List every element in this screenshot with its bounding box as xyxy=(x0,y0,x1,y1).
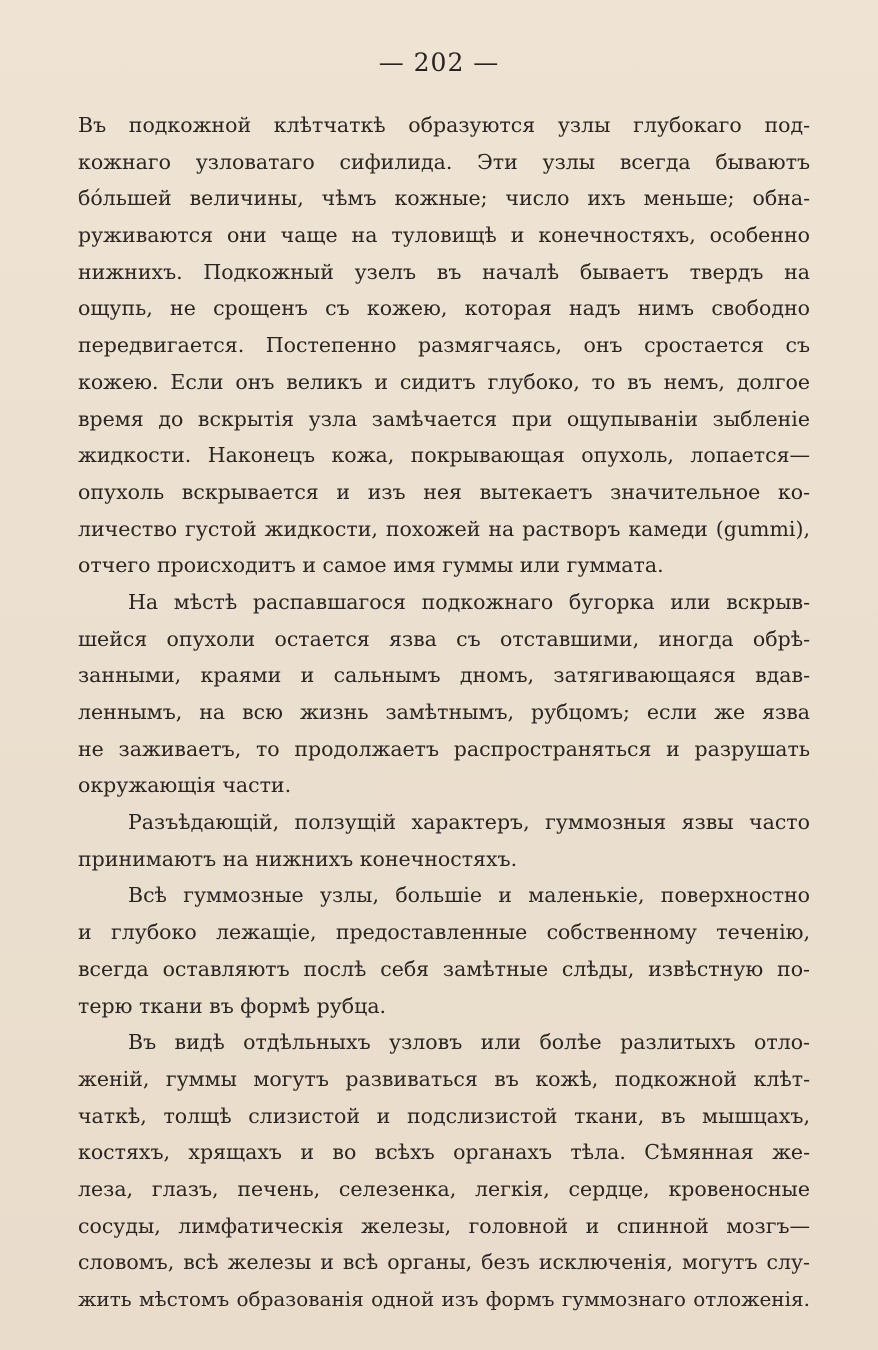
text-line: жидкости. Наконецъ кожа, покрывающая опухоль, лопается— xyxy=(78,443,810,468)
text-line: и глубоко лежащіе, предоставленные собственному теченію, xyxy=(78,920,810,945)
text-line: кожею. Если онъ великъ и сидитъ глубоко, то въ немъ, долгое xyxy=(78,369,810,394)
text-line: не заживаетъ, то продолжаетъ распространяться и разрушать xyxy=(78,736,810,761)
text-line: леза, глазъ, печень, селезенка, легкія, сердце, кровеносные xyxy=(78,1176,810,1201)
text-line: опухоль вскрывается и изъ нея вытекаетъ значительное ко- xyxy=(78,479,810,504)
text-line: окружающія части. xyxy=(78,773,292,798)
text-line: нижнихъ. Подкожный узелъ въ началѣ бываетъ твердъ на xyxy=(78,259,810,284)
text-line: Въ видѣ отдѣльныхъ узловъ или болѣе разлитыхъ отло- xyxy=(128,1030,810,1055)
text-line: руживаются они чаще на туловищѣ и конечностяхъ, особенно xyxy=(78,223,810,248)
text-line: бóльшей величины, чѣмъ кожные; число ихъ меньше; обна- xyxy=(78,186,810,211)
text-line: личество густой жидкости, похожей на растворъ камеди (gummi), xyxy=(78,516,810,541)
text-line: время до вскрытія узла замѣчается при ощупываніи зыбленіе xyxy=(78,406,810,431)
text-line: терю ткани въ формѣ рубца. xyxy=(78,993,387,1018)
text-line: отчего происходитъ и самое имя гуммы или гуммата. xyxy=(78,553,664,578)
text-line: Въ подкожной клѣтчаткѣ образуются узлы глубокаго под- xyxy=(78,113,810,137)
text-line: всегда оставляютъ послѣ себя замѣтные слѣды, извѣстную по- xyxy=(78,956,810,981)
text-line: Всѣ гуммозные узлы, большіе и маленькіе, поверхностно xyxy=(128,883,810,908)
text-line: шейся опухоли остается язва съ отставшими, иногда обрѣ- xyxy=(78,626,810,651)
text-line: занными, краями и сальнымъ дномъ, затягивающаяся вдав- xyxy=(78,663,810,688)
text-line: ощупь, не срощенъ съ кожею, которая надъ нимъ свободно xyxy=(78,296,810,321)
text-line: передвигается. Постепенно размягчаясь, онъ сростается съ xyxy=(78,333,810,358)
text-line: кожнаго узловатаго сифилида. Эти узлы всегда бываютъ xyxy=(78,149,810,174)
text-line: словомъ, всѣ железы и всѣ органы, безъ исключенія, могутъ слу- xyxy=(78,1250,810,1275)
text-line: чаткѣ, толщѣ слизистой и подслизистой ткани, въ мышцахъ, xyxy=(78,1103,810,1128)
text-line: костяхъ, хрящахъ и во всѣхъ органахъ тѣла. Сѣмянная же- xyxy=(78,1140,810,1165)
text-line: На мѣстѣ распавшагося подкожнаго бугорка или вскрыв- xyxy=(128,589,810,614)
body-text xyxy=(78,107,810,1318)
text-line: принимаютъ на нижнихъ конечностяхъ. xyxy=(78,846,518,871)
text-line: жить мѣстомъ образованія одной изъ формъ гуммознаго отложенія. xyxy=(78,1287,810,1311)
text-line: леннымъ, на всю жизнь замѣтнымъ, рубцомъ; если же язва xyxy=(78,700,810,724)
text-line: Разъѣдающій, ползущій характеръ, гуммозныя язвы часто xyxy=(128,810,810,835)
page-number: — 202 — xyxy=(378,48,500,77)
text-line: сосуды, лимфатическія железы, головной и спинной мозгъ— xyxy=(78,1213,810,1238)
text-line: женій, гуммы могутъ развиваться въ кожѣ, подкожной клѣт- xyxy=(78,1066,810,1091)
